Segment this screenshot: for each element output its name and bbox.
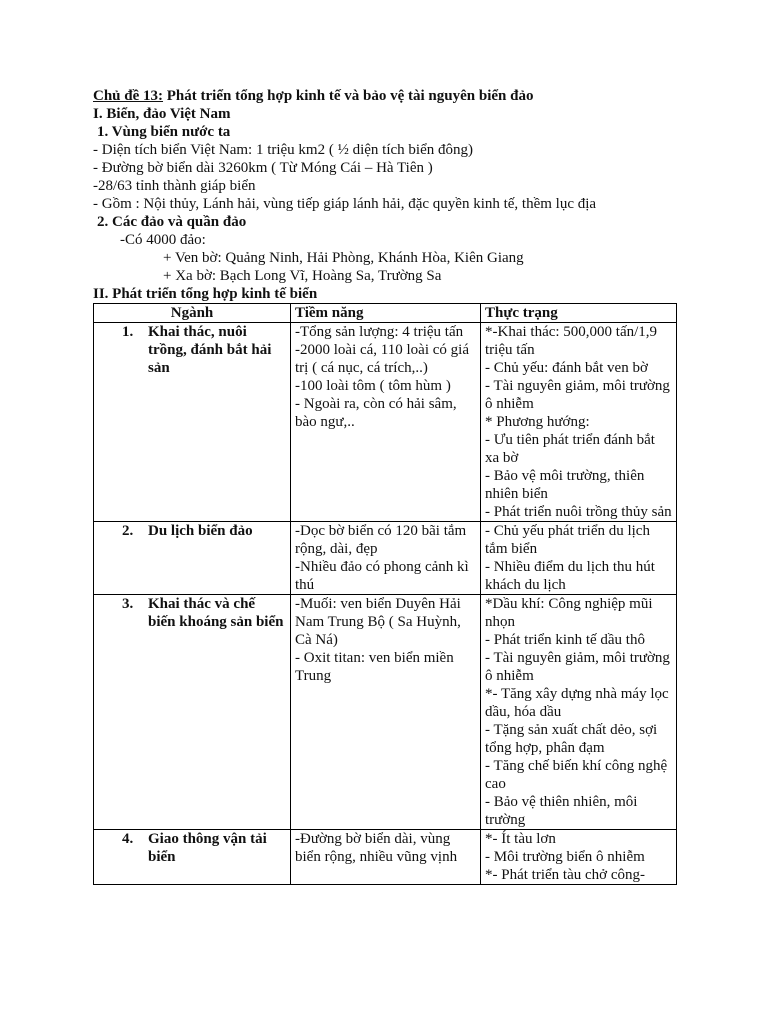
table-row	[94, 522, 677, 595]
status-cell	[481, 830, 677, 885]
paragraph-line: -28/63 tỉnh thành giáp biển	[93, 178, 256, 194]
cell-line: - Bảo vệ môi trường, thiên nhiên biển	[485, 468, 645, 502]
cell-line: *- Tăng xây dựng nhà máy lọc dầu, hóa dầu	[485, 686, 669, 720]
paragraph-line: - Gồm : Nội thủy, Lánh hải, vùng tiếp giáp lánh hải, đặc quyền kinh tế, thềm lục địa	[93, 196, 597, 212]
cell-line: - Ưu tiên phát triển đánh bắt xa bờ	[485, 432, 655, 466]
status-cell	[481, 323, 677, 522]
cell-line: *Dầu khí: Công nghiệp mũi nhọn	[485, 596, 653, 630]
paragraph-line: - Đường bờ biển dài 3260km ( Từ Móng Cái – Hà Tiên )	[93, 160, 433, 176]
column-header-sector: Ngành	[94, 304, 291, 323]
potential-cell	[291, 595, 481, 830]
sector-name: Khai thác và chế biến khoáng sản biển	[148, 596, 284, 630]
cell-line: -2000 loài cá, 110 loài có giá trị ( cá nục, cá trích,..)	[295, 342, 469, 376]
potential-cell	[291, 522, 481, 595]
cell-line: - Tài nguyên giảm, môi trường ô nhiễm	[485, 378, 670, 412]
cell-line: -Dọc bờ biển có 120 bãi tắm rộng, dài, đẹp	[295, 523, 467, 557]
list-item: + Xa bờ: Bạch Long Vĩ, Hoàng Sa, Trường Sa	[163, 268, 442, 284]
cell-line: - Chủ yếu: đánh bắt ven bờ	[485, 360, 648, 376]
sector-name: Giao thông vận tải biển	[148, 831, 267, 865]
column-header-potential: Tiềm năng	[291, 304, 481, 323]
subsection2-title: 2. Các đảo và quần đảo	[97, 214, 247, 230]
cell-line: -Tổng sản lượng: 4 triệu tấn	[295, 324, 464, 340]
row-number: 1.	[122, 324, 134, 340]
cell-line: - Chủ yếu phát triển du lịch tắm biển	[485, 523, 650, 557]
cell-line: - Nhiều điểm du lịch thu hút khách du lịch	[485, 559, 655, 593]
cell-line: *-Khai thác: 500,000 tấn/1,9 triệu tấn	[485, 324, 658, 358]
section1-title: I. Biển, đảo Việt Nam	[93, 106, 231, 122]
sector-cell	[94, 323, 291, 522]
cell-line: - Oxit titan: ven biển miền Trung	[295, 650, 454, 684]
cell-line: - Ngoài ra, còn có hải sâm, bào ngư,..	[295, 396, 457, 430]
paragraph-line: - Diện tích biển Việt Nam: 1 triệu km2 ( ½ diện tích biển đông)	[93, 142, 473, 158]
sector-cell	[94, 522, 291, 595]
cell-line: * Phương hướng:	[485, 414, 590, 430]
table-header-row	[94, 304, 677, 323]
cell-line: - Phát triển kinh tế dầu thô	[485, 632, 645, 648]
table-row	[94, 595, 677, 830]
cell-line: -Đường bờ biển dài, vùng biển rộng, nhiều vũng vịnh	[295, 831, 458, 865]
heading-prefix: Chủ đề 13:	[93, 88, 164, 104]
cell-line: -Muối: ven biển Duyên Hải Nam Trung Bộ ( Sa Huỳnh, Cà Ná)	[295, 596, 461, 648]
cell-line: - Môi trường biển ô nhiễm	[485, 849, 645, 865]
potential-cell	[291, 830, 481, 885]
paragraph-line: -Có 4000 đảo:	[120, 232, 206, 248]
status-cell	[481, 595, 677, 830]
cell-line: - Tăng chế biến khí công nghệ cao	[485, 758, 668, 792]
sector-name: Khai thác, nuôi trồng, đánh bắt hải sản	[148, 324, 272, 376]
row-number: 3.	[122, 596, 134, 612]
table-row	[94, 323, 677, 522]
economy-table	[93, 303, 677, 885]
row-number: 2.	[122, 523, 134, 539]
cell-line: *- Ít tàu lơn	[485, 831, 556, 847]
table-row	[94, 830, 677, 885]
sector-cell	[94, 595, 291, 830]
cell-line: -100 loài tôm ( tôm hùm )	[295, 378, 451, 394]
cell-line: - Tặng sản xuất chất dẻo, sợi tổng hợp, phân đạm	[485, 722, 658, 756]
cell-line: -Nhiều đảo có phong cảnh kì thú	[295, 559, 469, 593]
section2-title: II. Phát triển tổng hợp kinh tế biển	[93, 286, 318, 302]
cell-line: *- Phát triển tàu chở công-	[485, 867, 645, 883]
subsection1-title: 1. Vùng biển nước ta	[97, 124, 231, 140]
document-heading	[93, 87, 693, 105]
cell-line: - Tài nguyên giảm, môi trường ô nhiễm	[485, 650, 670, 684]
list-item: + Ven bờ: Quảng Ninh, Hải Phòng, Khánh Hòa, Kiên Giang	[163, 250, 524, 266]
document-page	[93, 87, 693, 885]
sector-cell	[94, 830, 291, 885]
column-header-status: Thực trạng	[481, 304, 677, 323]
cell-line: - Bảo vệ thiên nhiên, môi trường	[485, 794, 638, 828]
heading-title: Phát triển tổng hợp kinh tế và bảo vệ tài nguyên biển đảo	[163, 88, 534, 104]
sector-name: Du lịch biển đảo	[148, 523, 253, 539]
status-cell	[481, 522, 677, 595]
row-number: 4.	[122, 831, 134, 847]
cell-line: - Phát triển nuôi trồng thủy sản	[485, 504, 672, 520]
potential-cell	[291, 323, 481, 522]
